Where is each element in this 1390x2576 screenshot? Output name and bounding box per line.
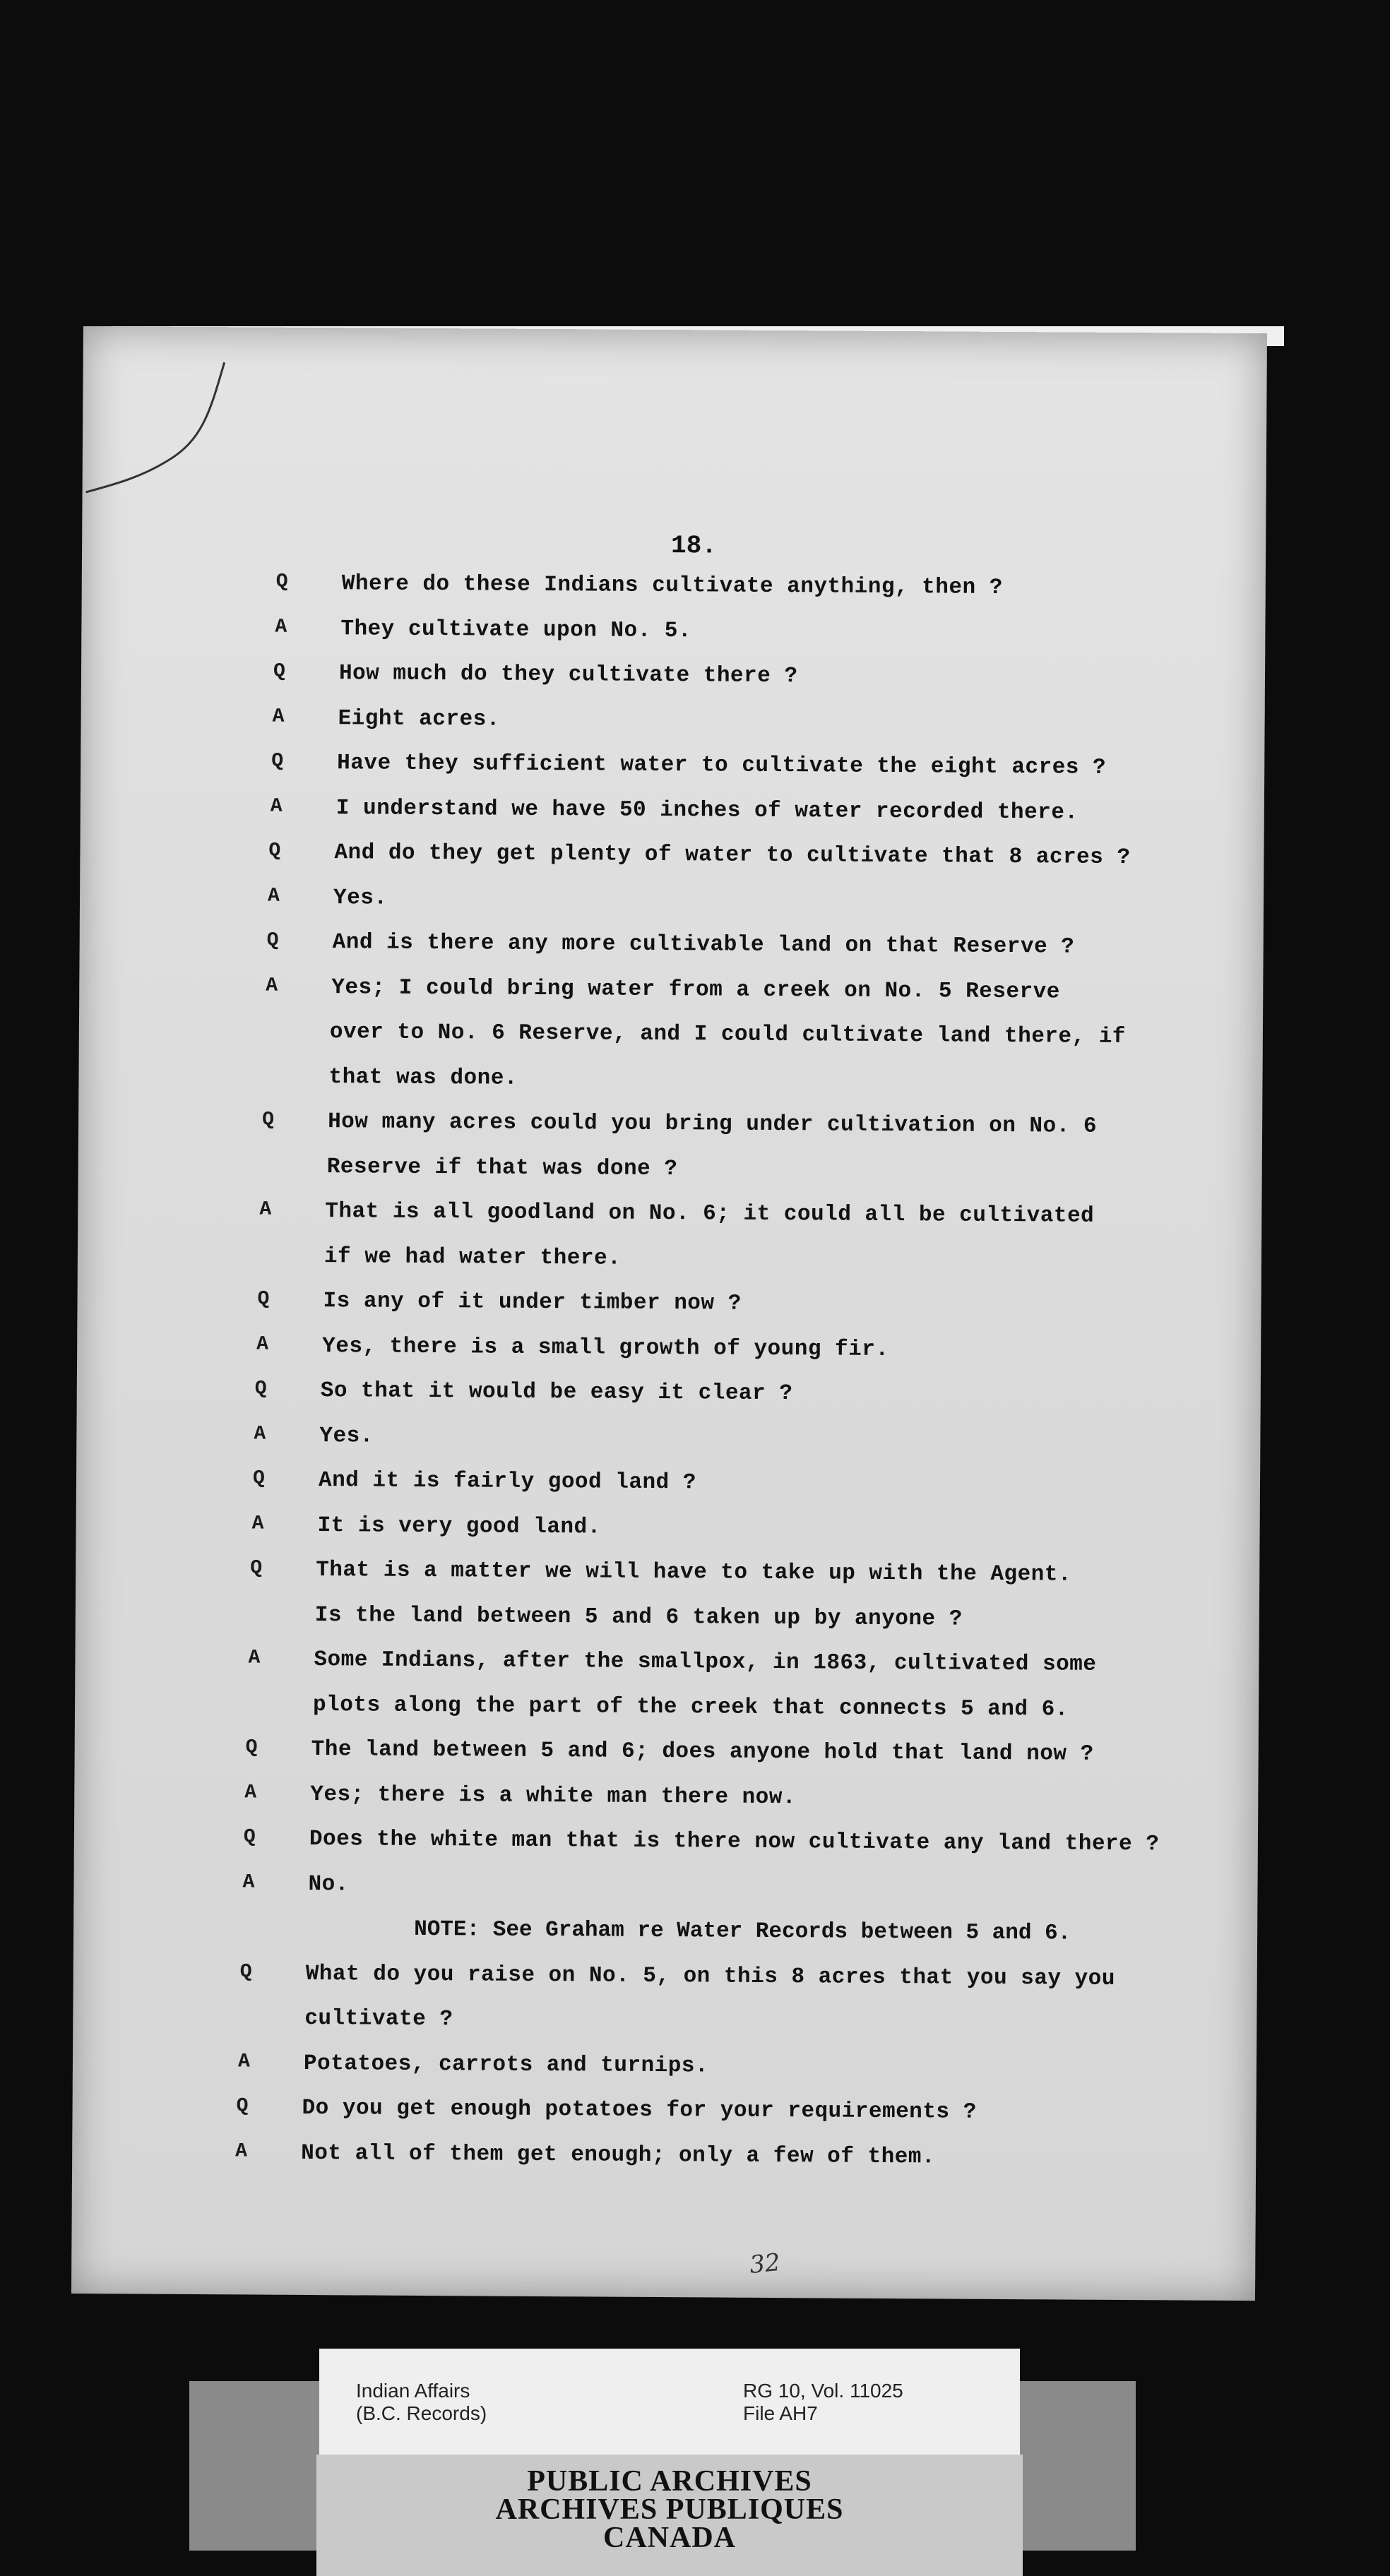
transcript-line: They cultivate upon No. 5.: [340, 616, 692, 643]
speaker-marker: Q: [273, 660, 285, 683]
transcript-line: Eight acres.: [338, 705, 500, 732]
transcript-line: It is very good land.: [317, 1513, 601, 1540]
transcript-line: The land between 5 and 6; does anyone hold that land now ?: [311, 1737, 1094, 1767]
speaker-marker: A: [266, 974, 278, 997]
transcript-line: Some Indians, after the smallpox, in 1863, cultivated some: [314, 1647, 1097, 1677]
transcript-line: if we had water there.: [323, 1244, 622, 1271]
speaker-marker: A: [259, 1198, 272, 1221]
transcript-line: Not all of them get enough; only a few of them.: [301, 2140, 936, 2169]
transcript-line: Do you get enough potatoes for your requirements ?: [302, 2095, 977, 2125]
transcript-line: That is all goodland on No. 6; it could all be cultivated: [325, 1199, 1095, 1229]
speaker-marker: A: [270, 795, 283, 818]
transcript-line: Where do these Indians cultivate anything, then ?: [341, 571, 1003, 600]
speaker-marker: Q: [262, 1109, 275, 1131]
transcript-line: That is a matter we will have to take up with the Agent.: [316, 1558, 1072, 1587]
archives-stamp: [316, 2455, 1023, 2576]
page-number: 18.: [670, 531, 718, 561]
speaker-marker: Q: [250, 1557, 263, 1580]
transcript-line: Reserve if that was done ?: [326, 1154, 678, 1181]
speaker-marker: A: [256, 1333, 269, 1356]
transcript-line: Yes; there is a white man there now.: [310, 1782, 797, 1810]
label-records: (B.C. Records): [356, 2402, 487, 2424]
transcript-line: plots along the part of the creek that connects 5 and 6.: [312, 1692, 1069, 1722]
speaker-marker: A: [248, 1647, 261, 1669]
speaker-marker: Q: [266, 929, 279, 952]
transcript-line: Yes.: [319, 1423, 374, 1449]
transcript-line: I understand we have 50 inches of water recorded there.: [335, 795, 1079, 825]
speaker-marker: A: [237, 2050, 250, 2073]
note-line: NOTE: See Graham re Water Records between 5 and 6.: [414, 1916, 1071, 1946]
speaker-marker: A: [254, 1423, 266, 1445]
transcript-line: Yes, there is a small growth of young fir.: [322, 1333, 889, 1362]
transcript-line: Have they sufficient water to cultivate the eight acres ?: [337, 751, 1107, 780]
transcript-line: Is any of it under timber now ?: [323, 1289, 742, 1316]
speaker-marker: Q: [271, 750, 284, 773]
stamp-line-2: ARCHIVES PUBLIQUES: [495, 2493, 844, 2526]
speaker-marker: A: [251, 1512, 264, 1535]
transcript-line: What do you raise on No. 5, on this 8 acres that you say you: [305, 1961, 1116, 1991]
speaker-marker: Q: [268, 840, 281, 862]
label-department: Indian Affairs: [356, 2380, 470, 2402]
speaker-marker: Q: [243, 1826, 256, 1849]
label-volume: RG 10, Vol. 11025: [743, 2380, 903, 2402]
stamp-line-1: PUBLIC ARCHIVES: [527, 2465, 812, 2498]
archive-reference-label: [319, 2349, 1020, 2462]
transcript-line: And is there any more cultivable land on that Reserve ?: [332, 930, 1075, 960]
transcript-line: How much do they cultivate there ?: [338, 661, 798, 689]
stamp-line-3: CANADA: [603, 2522, 736, 2554]
transcript-line: So that it would be easy it clear ?: [320, 1378, 793, 1407]
speaker-marker: Q: [254, 1378, 267, 1400]
speaker-marker: Q: [275, 571, 288, 593]
speaker-marker: Q: [236, 2095, 249, 2118]
pencil-stroke-mark: [82, 326, 295, 610]
speaker-marker: A: [244, 1781, 257, 1804]
speaker-marker: A: [275, 616, 287, 638]
transcript-line: Yes.: [333, 885, 388, 911]
speaker-marker: A: [272, 705, 285, 728]
speaker-marker: A: [267, 885, 280, 907]
speaker-marker: A: [235, 2140, 248, 2162]
transcript-line: that was done.: [328, 1064, 518, 1091]
transcript-line: Yes; I could bring water from a creek on No. 5 Reserve: [331, 974, 1060, 1004]
transcript-line: No.: [308, 1871, 349, 1897]
speaker-marker: Q: [239, 1960, 252, 1984]
typed-page: [71, 326, 1267, 2301]
transcript-line: over to No. 6 Reserve, and I could cultivate land there, if: [329, 1020, 1127, 1050]
speaker-marker: Q: [257, 1288, 270, 1311]
speaker-marker: A: [242, 1871, 255, 1894]
transcript-line: And it is fairly good land ?: [318, 1468, 697, 1496]
transcript-line: And do they get plenty of water to cultivate that 8 acres ?: [334, 840, 1131, 871]
speaker-marker: Q: [245, 1736, 258, 1759]
handwritten-page-mark: 32: [748, 2248, 782, 2279]
transcript-line: Does the white man that is there now cultivate any land there ?: [309, 1826, 1160, 1857]
label-file: File AH7: [743, 2402, 818, 2424]
transcript-line: Is the land between 5 and 6 taken up by anyone ?: [314, 1602, 963, 1632]
transcript-line: cultivate ?: [304, 2005, 453, 2032]
transcript-line: How many acres could you bring under cultivation on No. 6: [328, 1109, 1098, 1139]
speaker-marker: Q: [252, 1467, 265, 1490]
transcript-line: Potatoes, carrots and turnips.: [303, 2051, 709, 2078]
